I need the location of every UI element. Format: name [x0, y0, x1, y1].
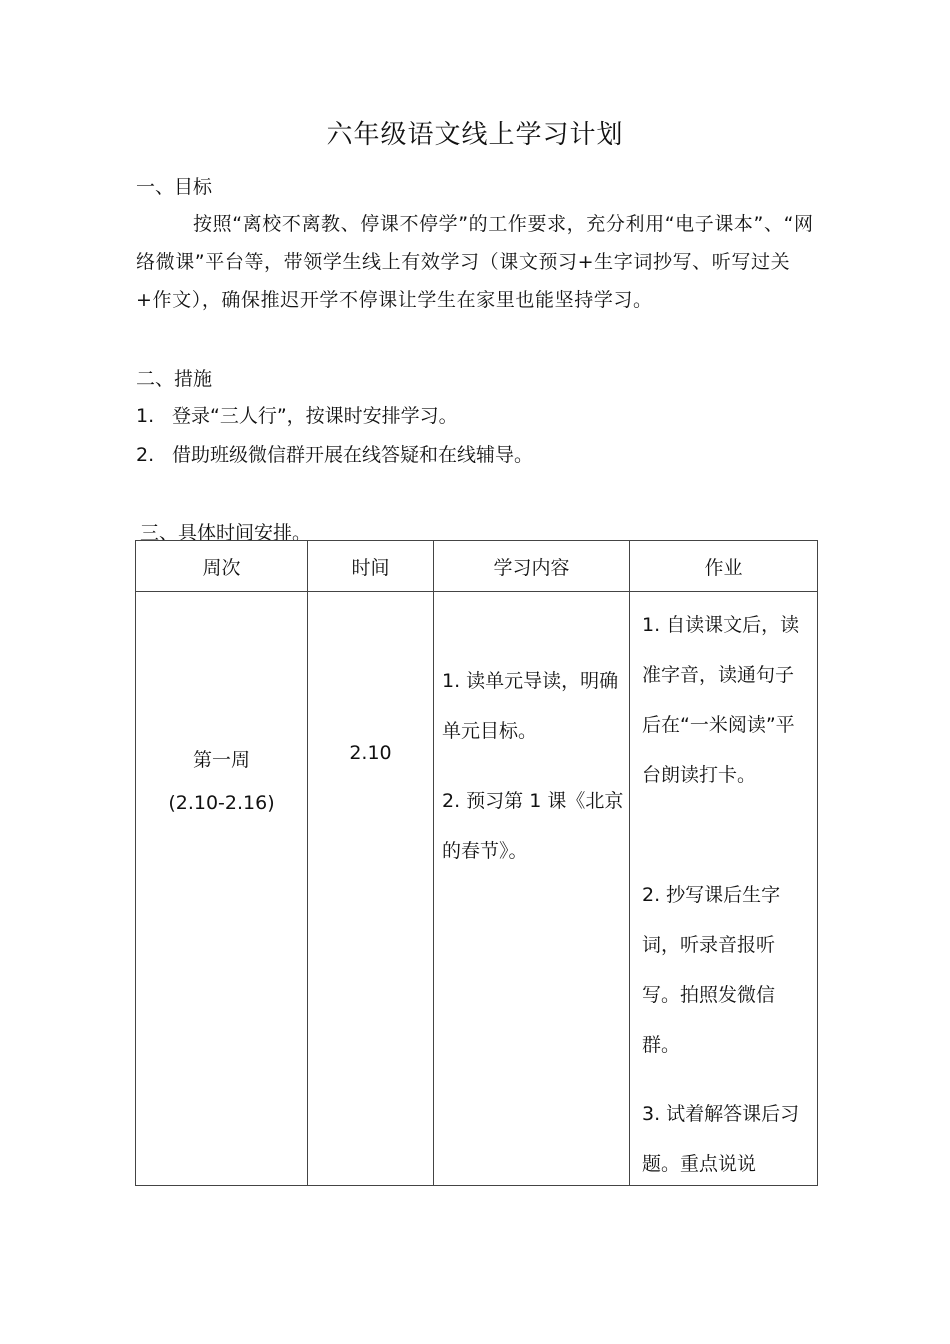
list-item	[136, 440, 533, 467]
table-header-row	[136, 541, 818, 592]
content-item-1: 1. 读单元导读，明确单元目标。	[442, 670, 619, 742]
section-goal-heading: 一、目标	[136, 176, 213, 198]
cell-week	[136, 592, 308, 1186]
header-week: 周次	[136, 541, 308, 592]
page-title: 六年级语文线上学习计划	[326, 120, 624, 150]
schedule-table	[135, 540, 818, 1186]
cell-content	[434, 592, 630, 1186]
time-value: 2.10	[349, 742, 392, 764]
header-content: 学习内容	[434, 541, 630, 592]
week-range: (2.10-2.16)	[168, 792, 275, 814]
header-homework: 作业	[630, 541, 818, 592]
homework-item-3: 3. 试着解答课后习题。重点说说	[642, 1103, 800, 1175]
section-schedule-heading: 三、具体时间安排。	[140, 522, 312, 544]
homework-item-1: 1. 自读课文后，读准字音，读通句子后在“一米阅读”平台朗读打卡。	[642, 614, 800, 786]
section-measures-heading: 二、措施	[136, 368, 213, 390]
list-item-number: 2.	[136, 444, 155, 466]
table-row	[136, 592, 818, 1186]
list-item	[136, 401, 458, 428]
week-label: 第一周	[192, 749, 250, 771]
header-time: 时间	[308, 541, 434, 592]
cell-homework	[630, 592, 818, 1186]
list-item-number: 1.	[136, 405, 155, 427]
homework-item-2: 2. 抄写课后生字词，听录音报听写。拍照发微信群。	[642, 884, 781, 1056]
list-item-text: 借助班级微信群开展在线答疑和在线辅导。	[172, 444, 534, 466]
list-item-text: 登录“三人行”，按课时安排学习。	[172, 405, 458, 427]
content-item-2: 2. 预习第 1 课《北京的春节》。	[442, 790, 624, 862]
section-goal-paragraph: 按照“离校不离教、停课不停学”的工作要求，充分利用“电子课本”、“网络微课”平台等，带领学生线上有效学习（课文预习+生字词抄写、听写过关+作文），确保推迟开学不停课让学生在家里也能坚持学习。	[136, 213, 814, 311]
cell-time	[308, 592, 434, 1186]
